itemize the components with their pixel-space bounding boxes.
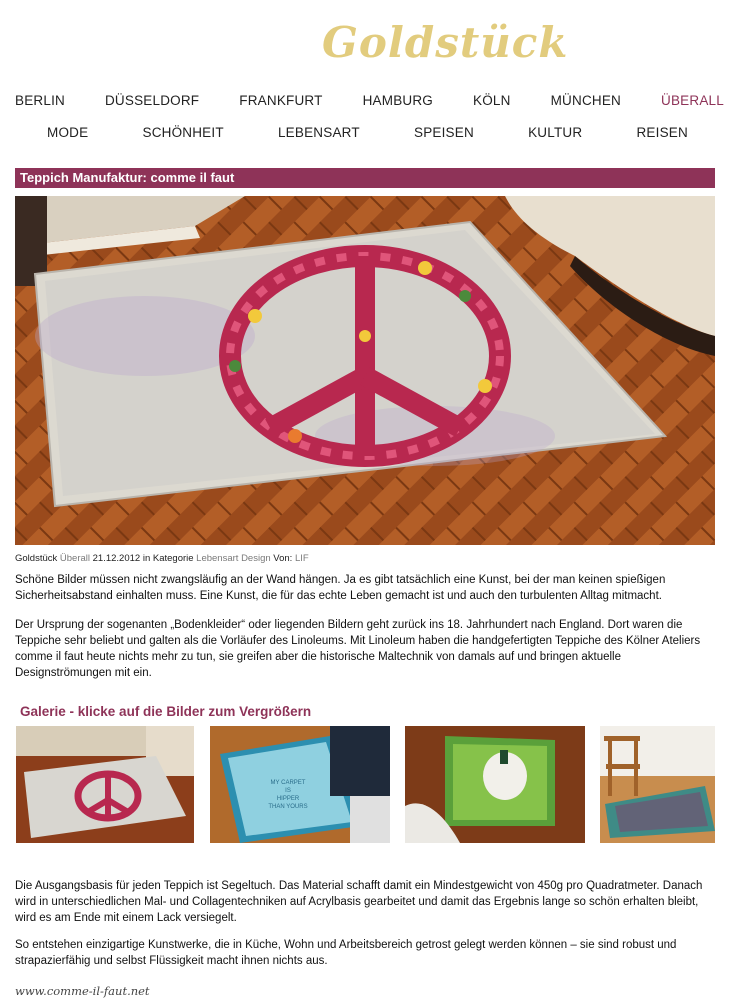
- nav-item-hamburg[interactable]: HAMBURG: [362, 93, 433, 108]
- meta-author[interactable]: LIF: [294, 553, 309, 564]
- article-paragraph-1: Schöne Bilder müssen nicht zwangsläufig an der Wand hängen. Ja es gibt tatsächlich eine Kunst, bei der man keinen spießigen Sicherheitsabstand einhalten muss. Eine Kunst, die für das echte Leben gemacht ist und auch den turbulenten Alltag mitmacht.: [15, 574, 666, 602]
- meta-region[interactable]: Überall: [59, 553, 90, 564]
- meta-date: 21.12.2012: [92, 553, 141, 564]
- meta-site[interactable]: Goldstück: [15, 553, 58, 564]
- thumb2-text-2: IS: [285, 788, 291, 794]
- nav-item-muenchen[interactable]: MÜNCHEN: [550, 93, 621, 108]
- article-paragraph-2: Der Ursprung der sogenanten „Bodenkleider“ oder liegenden Bildern geht zurück ins 18. Jahrhundert nach England. Dort waren die Teppiche sehr beliebt und galten als die Vorläufer des Linoleums. Mit Linoleum haben die handgefertigten Teppiche des Kölner Ateliers comme il faut heute nichts mehr zu tun, sie greifen aber die historische Maltechnik von damals auf und bringen aktuelle Designströmungen mit ein.: [15, 619, 701, 679]
- footer-source-link[interactable]: www.comme-il-faut.net: [15, 984, 150, 998]
- article-title: Teppich Manufaktur: comme il faut: [15, 168, 715, 188]
- thumb2-text-4: THAN YOURS: [268, 804, 308, 810]
- article-paragraph-4: So entstehen einzigartige Kunstwerke, die in Küche, Wohn und Arbeitsbereich getrost gelegt werden können – sie sind robust und strapazierfähig und selbst Flüssigkeit macht ihnen nichts aus.: [15, 939, 677, 967]
- meta-by: Von:: [273, 553, 293, 564]
- article-paragraph-3: Die Ausgangsbasis für jeden Teppich ist Segeltuch. Das Material schafft damit ein Mindestgewicht von 450g pro Quadratmeter. Danach wird in unterschiedlichen Mal- und Collagentechniken auf Acrylbasis gearbeitet und damit das Ergebnis lange so schön erhalten bleibt, wird es am Ende mit einem Lack versiegelt.: [15, 880, 703, 924]
- gallery-title: Galerie - klicke auf die Bilder zum Vergrößern: [20, 704, 312, 719]
- thumb2-text-1: MY CARPET: [270, 780, 306, 786]
- nav-item-mode[interactable]: MODE: [47, 125, 89, 140]
- thumb2-text-3: HIPPER: [276, 796, 300, 802]
- hero-image: [15, 196, 715, 545]
- gallery-thumb-2-illustration: [210, 726, 390, 843]
- gallery-thumb-3[interactable]: [405, 726, 585, 843]
- nav-item-speisen[interactable]: SPEISEN: [413, 125, 474, 140]
- gallery-thumb-2[interactable]: [210, 726, 390, 843]
- primary-nav: [0, 93, 738, 108]
- gallery-thumb-3-illustration: [405, 726, 585, 843]
- meta-category[interactable]: Lebensart Design: [196, 553, 271, 564]
- nav-item-berlin[interactable]: BERLIN: [15, 93, 65, 108]
- hero-photo-illustration: [15, 196, 715, 545]
- nav-item-frankfurt[interactable]: FRANKFURT: [239, 93, 323, 108]
- nav-item-lebensart[interactable]: LEBENSART: [277, 125, 360, 140]
- gallery-thumb-4-illustration: [600, 726, 715, 843]
- gallery-thumb-4[interactable]: [600, 726, 715, 843]
- secondary-nav: [0, 125, 738, 140]
- nav-item-kultur[interactable]: KULTUR: [528, 125, 583, 140]
- nav-item-ueberall[interactable]: ÜBERALL: [661, 93, 724, 108]
- gallery-thumb-1-illustration: [16, 726, 194, 843]
- site-logo[interactable]: Goldstück: [322, 18, 569, 67]
- nav-item-koeln[interactable]: KÖLN: [473, 93, 511, 108]
- nav-item-duesseldorf[interactable]: DÜSSELDORF: [104, 93, 200, 108]
- nav-item-reisen[interactable]: REISEN: [636, 125, 688, 140]
- meta-in-category: in Kategorie: [142, 553, 194, 564]
- nav-item-schoenheit[interactable]: SCHÖNHEIT: [142, 125, 224, 140]
- gallery-thumb-1[interactable]: [16, 726, 194, 843]
- article-meta: [15, 553, 309, 564]
